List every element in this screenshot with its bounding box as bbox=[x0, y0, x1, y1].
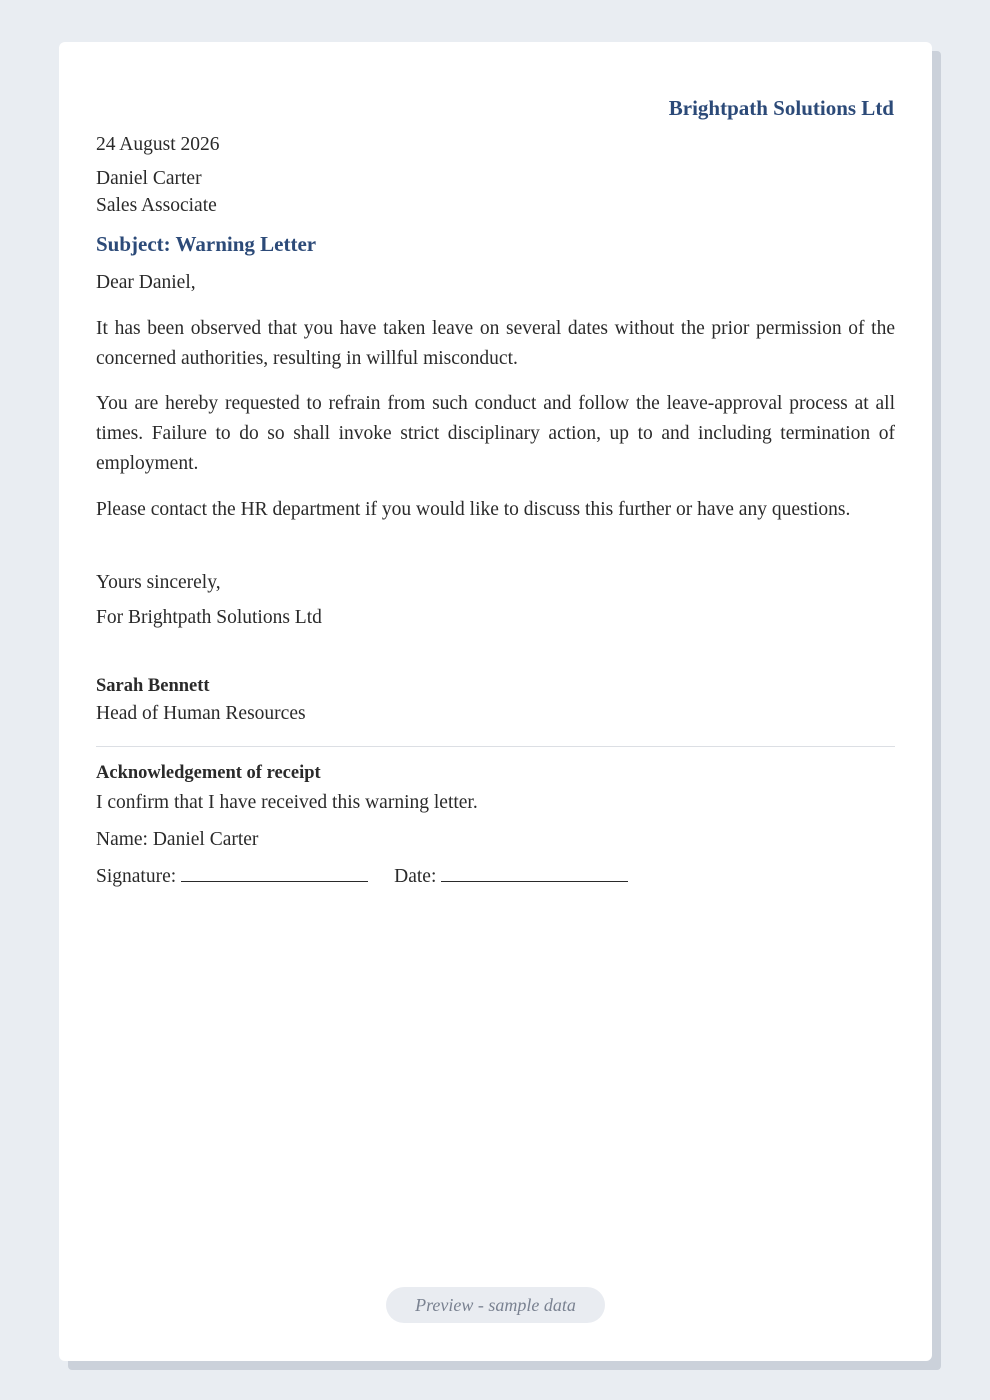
letter-page bbox=[59, 42, 932, 1361]
closing: Yours sincerely, bbox=[96, 572, 221, 593]
section-divider bbox=[96, 746, 895, 747]
signature-label: Signature: bbox=[96, 866, 177, 887]
body-paragraph-3: Please contact the HR department if you would like to discuss this further or have any questions. bbox=[96, 499, 851, 520]
recipient-title: Sales Associate bbox=[96, 195, 217, 216]
recipient-name: Daniel Carter bbox=[96, 168, 202, 189]
signature-line[interactable] bbox=[181, 860, 368, 882]
preview-badge: Preview - sample data bbox=[386, 1287, 605, 1323]
letter-date: 24 August 2026 bbox=[96, 134, 220, 155]
letter-subject: Subject: Warning Letter bbox=[96, 232, 317, 256]
signatory-title: Head of Human Resources bbox=[96, 703, 306, 724]
company-name: Brightpath Solutions Ltd bbox=[668, 96, 894, 120]
signatory-name: Sarah Bennett bbox=[96, 676, 210, 696]
salutation: Dear Daniel, bbox=[96, 272, 196, 293]
acknowledgement-name: Name: Daniel Carter bbox=[96, 829, 259, 850]
closing-for: For Brightpath Solutions Ltd bbox=[96, 607, 322, 628]
body-paragraph-1: It has been observed that you have taken leave on several dates without the prior permission of the concerned authorities, resulting in willful misconduct. bbox=[96, 318, 895, 369]
acknowledgement-title: Acknowledgement of receipt bbox=[96, 763, 321, 783]
body-paragraph-2: You are hereby requested to refrain from such conduct and follow the leave-approval process at all times. Failure to do so shall invoke strict disciplinary action, up to and including termination of employment. bbox=[96, 393, 895, 474]
date-label: Date: bbox=[394, 866, 437, 887]
date-line[interactable] bbox=[441, 860, 628, 882]
acknowledgement-statement: I confirm that I have received this warning letter. bbox=[96, 792, 478, 813]
signature-date-row bbox=[96, 860, 628, 888]
